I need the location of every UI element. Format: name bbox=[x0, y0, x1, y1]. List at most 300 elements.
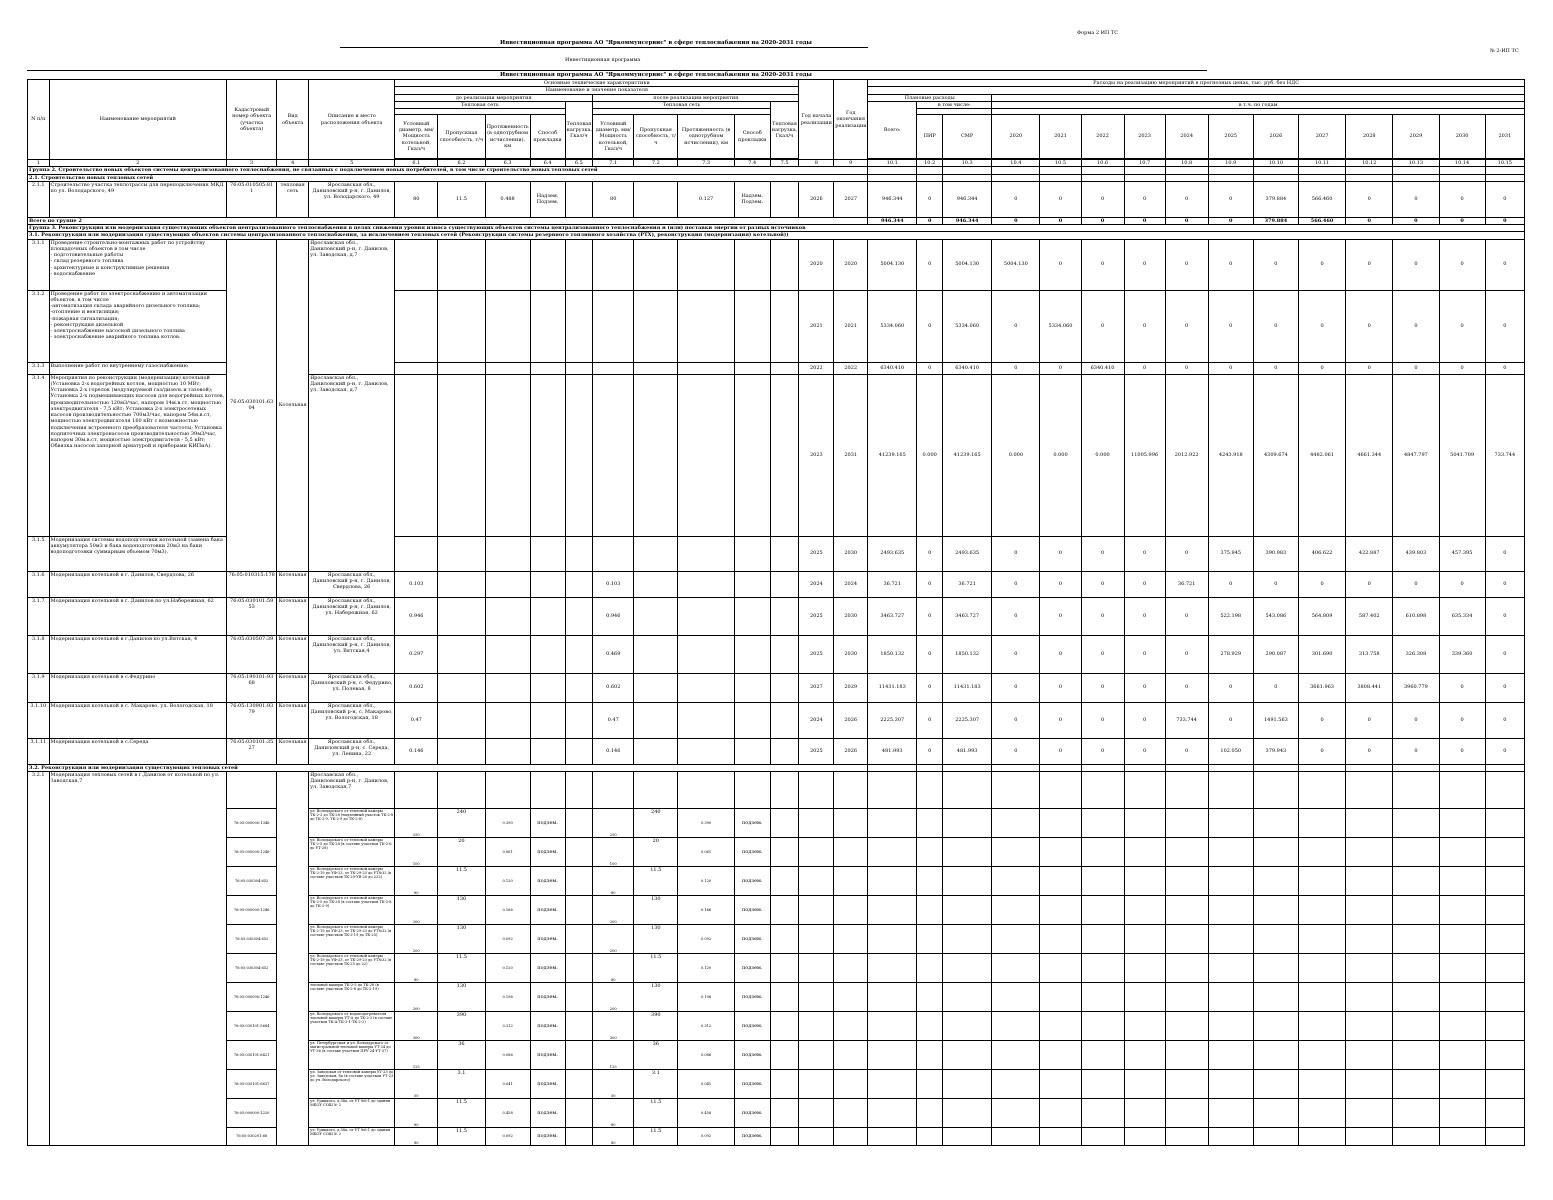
row-place: Ярославская обл., Даниловский р-н, г. Данилов, ул. Заводская, д.7 bbox=[309, 239, 395, 374]
empty-cell bbox=[734, 536, 770, 571]
after-method: подзем. bbox=[734, 953, 770, 982]
empty-cell bbox=[943, 1011, 992, 1040]
empty-cell bbox=[1485, 837, 1524, 866]
empty-cell bbox=[1298, 808, 1345, 837]
year-value: 0 bbox=[1253, 239, 1298, 290]
empty-cell bbox=[634, 362, 678, 374]
empty-cell bbox=[634, 673, 678, 702]
empty-cell bbox=[565, 895, 593, 924]
doc-title: Инвестиционная программа АО "Яркоммунсервис" в сфере теплоснабжения на 2020-2031 годы bbox=[500, 40, 812, 46]
empty-cell bbox=[1040, 1011, 1081, 1040]
empty-cell bbox=[992, 953, 1040, 982]
year-value: 0 bbox=[1485, 362, 1524, 374]
year-value: 301.690 bbox=[1298, 635, 1345, 673]
empty-cell bbox=[943, 895, 992, 924]
row-cad: 76:05:190101:93 68 bbox=[227, 673, 277, 702]
before-diam: 300 bbox=[395, 1011, 438, 1040]
before-method: подзем. bbox=[530, 953, 565, 982]
empty-cell bbox=[734, 738, 770, 764]
year-value: 0 bbox=[1165, 239, 1208, 290]
year-value: 0 bbox=[1298, 738, 1345, 764]
col-before: до реализации мероприятия bbox=[395, 94, 593, 101]
row-cad: 76:05:030304:652 bbox=[227, 953, 277, 982]
row-number: 3.1.3 bbox=[28, 362, 50, 374]
row-number: 3.1.10 bbox=[28, 702, 50, 738]
empty-cell bbox=[438, 571, 485, 597]
empty-cell bbox=[770, 362, 799, 374]
after-method: подзем. bbox=[734, 1011, 770, 1040]
before-length: 0.488 bbox=[485, 181, 530, 217]
year-value: 0 bbox=[1208, 239, 1253, 290]
year-value: 0 bbox=[1346, 290, 1393, 362]
empty-cell bbox=[634, 635, 678, 673]
empty-cell bbox=[565, 635, 593, 673]
year-value: 0.000 bbox=[992, 374, 1040, 536]
empty-cell bbox=[917, 771, 943, 808]
year-value: 0 bbox=[1439, 181, 1485, 217]
empty-cell bbox=[1208, 764, 1253, 771]
col-length: Протяженность (в однотрубном исчислении), км bbox=[485, 115, 530, 159]
empty-cell bbox=[917, 808, 943, 837]
empty-cell bbox=[834, 1011, 868, 1040]
row-number: 3.2.1 bbox=[28, 771, 50, 1145]
empty-cell bbox=[1040, 771, 1081, 808]
empty-cell bbox=[1346, 924, 1393, 953]
row-name: Модернизация котельной в г.Данилов по ул.Вятская, 4 bbox=[49, 635, 226, 673]
year-value: 0 bbox=[1208, 290, 1253, 362]
row-cad: 76:05:030201:68 bbox=[227, 1127, 277, 1145]
empty-cell bbox=[868, 764, 917, 771]
row-cad: 76:05:030101:63 04 bbox=[227, 239, 277, 571]
empty-cell bbox=[678, 771, 734, 808]
total-cost: 1850.132 bbox=[868, 635, 917, 673]
network-row bbox=[28, 1011, 1525, 1040]
empty-cell bbox=[917, 895, 943, 924]
empty-cell bbox=[799, 1069, 834, 1098]
row-place: Ярославская обл., Даниловский р-н, г. Данилов, ул. Заводская, д.7 bbox=[309, 374, 395, 571]
year-value: 4482.061 bbox=[1298, 374, 1345, 536]
empty-cell bbox=[834, 1040, 868, 1069]
before-capacity: 390 bbox=[438, 1011, 485, 1040]
year-value: 0 bbox=[1081, 738, 1124, 764]
year-value: 0 bbox=[1124, 673, 1165, 702]
empty-cell bbox=[1298, 167, 1345, 174]
empty-cell bbox=[1040, 1127, 1081, 1145]
start-year: 2022 bbox=[799, 362, 834, 374]
group-row bbox=[28, 764, 1525, 771]
empty-cell bbox=[834, 982, 868, 1011]
after-length: 0.086 bbox=[678, 1040, 734, 1069]
year-value: 0 bbox=[1439, 239, 1485, 290]
end-year: 2026 bbox=[834, 702, 868, 738]
col-pir: ПИР bbox=[917, 115, 943, 159]
empty-cell bbox=[868, 953, 917, 982]
year-value: 0 bbox=[1124, 536, 1165, 571]
end-year: 2030 bbox=[834, 597, 868, 635]
row-cad: 76:05:030101:35 27 bbox=[227, 738, 277, 764]
col-number: 6.2 bbox=[438, 160, 485, 167]
empty-cell bbox=[1485, 1040, 1524, 1069]
start-year: 2025 bbox=[799, 635, 834, 673]
empty-cell bbox=[1124, 1127, 1165, 1145]
empty-cell bbox=[770, 982, 799, 1011]
year-value: 290.087 bbox=[1253, 635, 1298, 673]
row-number: 3.1.2 bbox=[28, 290, 50, 362]
empty-cell bbox=[1165, 1040, 1208, 1069]
empty-cell bbox=[634, 374, 678, 536]
col-number: 8 bbox=[799, 160, 834, 167]
empty-cell bbox=[485, 635, 530, 673]
empty-cell bbox=[868, 924, 917, 953]
empty-cell bbox=[799, 808, 834, 837]
before-diam: 200 bbox=[395, 924, 438, 953]
after-diam: 0.602 bbox=[593, 673, 634, 702]
empty-cell bbox=[799, 837, 834, 866]
empty-cell bbox=[678, 702, 734, 738]
empty-cell bbox=[770, 1011, 799, 1040]
empty-cell bbox=[678, 536, 734, 571]
col-number: 6.5 bbox=[565, 160, 593, 167]
before-diam: 0.47 bbox=[395, 702, 438, 738]
empty-cell bbox=[530, 571, 565, 597]
empty-cell bbox=[943, 982, 992, 1011]
empty-cell bbox=[634, 597, 678, 635]
empty-cell bbox=[770, 597, 799, 635]
empty-cell bbox=[1393, 1069, 1439, 1098]
row-place: ул. Володарского от тепловой камеры ТК-2-19 до УФ-23, от ТК-29-23 до УТ№32 (в составе участков ТК-2-19 до ТК-25) bbox=[309, 924, 395, 953]
divider bbox=[340, 47, 868, 48]
col-number: 7.1 bbox=[593, 160, 634, 167]
year-value: 0 bbox=[1165, 290, 1208, 362]
after-diam: 80 bbox=[593, 953, 634, 982]
row-cad: 76:05:030304:652 bbox=[227, 924, 277, 953]
after-diam: 0.469 bbox=[593, 635, 634, 673]
after-length: 0.092 bbox=[678, 1127, 734, 1145]
end-year: 2030 bbox=[834, 536, 868, 571]
smr-cost: 1850.132 bbox=[943, 635, 992, 673]
col-place: Описание и место расположения объекта bbox=[309, 80, 395, 160]
empty-cell bbox=[1081, 924, 1124, 953]
row-place: ул. Володарского от тепловой камеры ТК-2-19 до УФ-23, от ТК-29-23 до УТ№32 (в составе участков ТК-25 до 22) bbox=[309, 953, 395, 982]
row-place: ул. Петербургская и ул. Володарского от магистральной тепловой камеры УТ-24 до УТ-36 (в составе участков ПРУ-24-УТ-37) bbox=[309, 1040, 395, 1069]
empty-cell bbox=[565, 702, 593, 738]
row-cad: 76:05:000000:1220 bbox=[227, 1098, 277, 1127]
year-value: 733.744 bbox=[1485, 374, 1524, 536]
year-value: 0 bbox=[1485, 181, 1524, 217]
table-title: Инвестиционная программа АО "Яркоммунсервис" в сфере теплоснабжения на 2020-2031 годы bbox=[500, 72, 812, 78]
empty-cell bbox=[1165, 837, 1208, 866]
empty-cell bbox=[799, 1098, 834, 1127]
empty-cell bbox=[868, 837, 917, 866]
empty-cell bbox=[770, 738, 799, 764]
empty-cell bbox=[530, 290, 565, 362]
after-diam: 200 bbox=[593, 895, 634, 924]
empty-cell bbox=[1208, 1127, 1253, 1145]
empty-cell bbox=[1208, 174, 1253, 181]
total-cost: 2493.635 bbox=[868, 536, 917, 571]
empty-cell bbox=[1298, 895, 1345, 924]
after-length: 0.120 bbox=[678, 953, 734, 982]
empty-cell bbox=[1165, 764, 1208, 771]
empty-cell bbox=[992, 1098, 1040, 1127]
year-value: 0 bbox=[1040, 597, 1081, 635]
empty-cell bbox=[992, 982, 1040, 1011]
empty-cell bbox=[1208, 837, 1253, 866]
before-length: 0.041 bbox=[485, 1069, 530, 1098]
row-place: ул. Володарского от тепловой камеры ТК-2-5 до ТК-28 (в составе участков ТК-2-8 до ТК-2-9) bbox=[309, 895, 395, 924]
year-value: 0 bbox=[1253, 673, 1298, 702]
year-value: 0 bbox=[1124, 571, 1165, 597]
row-place: Ярославская обл., Даниловский р-н, г. Данилов, Свердлова, 26 bbox=[309, 571, 395, 597]
empty-cell bbox=[770, 239, 799, 290]
year-value: 0 bbox=[1298, 290, 1345, 362]
empty-cell bbox=[992, 1040, 1040, 1069]
empty-cell bbox=[770, 374, 799, 536]
empty-cell bbox=[565, 1069, 593, 1098]
empty-cell bbox=[917, 924, 943, 953]
year-value: 0 bbox=[1208, 217, 1253, 224]
empty-cell bbox=[395, 362, 438, 374]
after-capacity: 11.5 bbox=[634, 1098, 678, 1127]
empty-cell bbox=[1124, 953, 1165, 982]
start-year: 2020 bbox=[799, 239, 834, 290]
after-length: 0.061 bbox=[678, 837, 734, 866]
before-method: Надзем. Подзем. bbox=[530, 181, 565, 217]
divider bbox=[27, 70, 1207, 71]
empty-cell bbox=[1040, 982, 1081, 1011]
group-total-label: Всего по группе 2 bbox=[28, 217, 868, 224]
empty-cell bbox=[917, 1011, 943, 1040]
empty-cell bbox=[1393, 1098, 1439, 1127]
year-value: 439.803 bbox=[1393, 536, 1439, 571]
end-year: 2024 bbox=[834, 571, 868, 597]
year-value: 0 bbox=[1040, 181, 1081, 217]
empty-cell bbox=[1485, 167, 1524, 174]
smr-cost: 41239.165 bbox=[943, 374, 992, 536]
empty-cell bbox=[1208, 1011, 1253, 1040]
row-name: Модернизация котельной в с.Федурино bbox=[49, 673, 226, 702]
empty-cell bbox=[943, 1040, 992, 1069]
pir-cost: 0 bbox=[917, 702, 943, 738]
empty-cell bbox=[834, 808, 868, 837]
year-value: 375.945 bbox=[1208, 536, 1253, 571]
after-diam: 80 bbox=[593, 866, 634, 895]
smr-cost: 5004.130 bbox=[943, 239, 992, 290]
after-capacity: 36 bbox=[634, 1040, 678, 1069]
empty-cell bbox=[530, 536, 565, 571]
col-number: 4 bbox=[277, 160, 309, 167]
before-capacity: 11.5 bbox=[438, 181, 485, 217]
empty-cell bbox=[1081, 837, 1124, 866]
after-capacity: 240 bbox=[634, 808, 678, 837]
empty-cell bbox=[1081, 866, 1124, 895]
col-smr: СМР bbox=[943, 115, 992, 159]
empty-cell bbox=[943, 924, 992, 953]
empty-cell bbox=[992, 94, 1525, 101]
col-number: 7.4 bbox=[734, 160, 770, 167]
empty-cell bbox=[1485, 771, 1524, 808]
empty-cell bbox=[1346, 1069, 1393, 1098]
col-total: Всего: bbox=[868, 101, 917, 158]
empty-cell bbox=[1253, 167, 1298, 174]
header-row bbox=[28, 80, 1525, 87]
empty-cell bbox=[1040, 924, 1081, 953]
empty-cell bbox=[1393, 808, 1439, 837]
row-cad: 76:05:000000:1246 bbox=[227, 895, 277, 924]
empty-cell bbox=[868, 87, 1525, 94]
year-value: 733.744 bbox=[1165, 702, 1208, 738]
empty-cell bbox=[799, 1040, 834, 1069]
empty-cell bbox=[1040, 174, 1081, 181]
year-value: 0 bbox=[1124, 597, 1165, 635]
year-value: 102.050 bbox=[1208, 738, 1253, 764]
row-place: Ярославская обл., Даниловский р-н, с. Середа, ул. Ленина, 22 bbox=[309, 738, 395, 764]
year-value: 0 bbox=[1439, 217, 1485, 224]
col-load: Тепловая нагрузка, Гкал/ч bbox=[565, 101, 593, 158]
empty-cell bbox=[565, 536, 593, 571]
year-value: 0 bbox=[1124, 290, 1165, 362]
after-diam: 125 bbox=[593, 1040, 634, 1069]
empty-cell bbox=[1298, 837, 1345, 866]
empty-cell bbox=[1393, 866, 1439, 895]
before-capacity: 130 bbox=[438, 982, 485, 1011]
after-method: подзем. bbox=[734, 924, 770, 953]
year-value: 0 bbox=[1393, 239, 1439, 290]
empty-cell bbox=[770, 702, 799, 738]
year-value: 0 bbox=[1393, 362, 1439, 374]
empty-cell bbox=[770, 571, 799, 597]
year-value: 0 bbox=[1485, 536, 1524, 571]
col-number: 10.14 bbox=[1439, 160, 1485, 167]
total-cost: 5004.130 bbox=[868, 239, 917, 290]
row-cad: 76:05:010505:81 1 bbox=[227, 181, 277, 217]
empty-cell bbox=[1124, 771, 1165, 808]
empty-cell bbox=[485, 290, 530, 362]
row-name: Модернизация системы водоподготовки котельной (замена бака аккумулятора 50м3 и бака водоподготовки 20м3 на баки водоподготовки суммарным объемом 70м3). bbox=[49, 536, 226, 571]
year-value: 0 bbox=[1208, 362, 1253, 374]
empty-cell bbox=[1208, 1098, 1253, 1127]
empty-cell bbox=[868, 866, 917, 895]
year-value: 566.460 bbox=[1298, 217, 1345, 224]
year-value: 522.198 bbox=[1208, 597, 1253, 635]
empty-cell bbox=[678, 635, 734, 673]
row-type: Котельная bbox=[277, 738, 309, 764]
year-value: 0 bbox=[992, 702, 1040, 738]
empty-cell bbox=[395, 290, 438, 362]
empty-cell bbox=[485, 362, 530, 374]
empty-cell bbox=[565, 181, 593, 217]
before-diam: 0.146 bbox=[395, 738, 438, 764]
year-value: 0 bbox=[1253, 362, 1298, 374]
empty-cell bbox=[734, 597, 770, 635]
col-number: 10.1 bbox=[868, 160, 917, 167]
smr-cost: 6340.410 bbox=[943, 362, 992, 374]
year-value: 0 bbox=[1485, 571, 1524, 597]
empty-cell bbox=[992, 895, 1040, 924]
year-value: 0 bbox=[1081, 217, 1124, 224]
empty-cell bbox=[1124, 924, 1165, 953]
empty-cell bbox=[834, 1098, 868, 1127]
after-capacity: 11.5 bbox=[634, 953, 678, 982]
group-title: 2.1. Строительство новых тепловых сетей bbox=[28, 174, 868, 181]
col-number: 10.4 bbox=[992, 160, 1040, 167]
empty-cell bbox=[565, 982, 593, 1011]
col-number: 10.8 bbox=[1165, 160, 1208, 167]
after-method: подзем. bbox=[734, 1127, 770, 1145]
empty-cell bbox=[1124, 895, 1165, 924]
end-year: 2021 bbox=[834, 290, 868, 362]
year-value: 4661.344 bbox=[1346, 374, 1393, 536]
empty-cell bbox=[943, 174, 992, 181]
empty-cell bbox=[1346, 866, 1393, 895]
year-value: 0 bbox=[1124, 217, 1165, 224]
group-title: Группа 3. Реконструкция или модернизация существующих объектов централизованного теплоснабжения в целях снижения уровня износа существующих объектов системы централизованного теплоснабжения и (или) поставки энергии от разных источников bbox=[28, 225, 1525, 232]
empty-cell bbox=[1165, 982, 1208, 1011]
before-capacity: 11.5 bbox=[438, 953, 485, 982]
before-capacity: 11.5 bbox=[438, 1098, 485, 1127]
year-value: 0 bbox=[1439, 702, 1485, 738]
empty-cell bbox=[1253, 953, 1298, 982]
empty-cell bbox=[917, 167, 943, 174]
empty-cell bbox=[917, 837, 943, 866]
after-capacity: 130 bbox=[634, 982, 678, 1011]
table-row bbox=[28, 635, 1525, 673]
year-value: 0 bbox=[1081, 597, 1124, 635]
year-value: 326.308 bbox=[1393, 635, 1439, 673]
empty-cell bbox=[1081, 167, 1124, 174]
empty-cell bbox=[1439, 924, 1485, 953]
empty-cell bbox=[1253, 895, 1298, 924]
after-length: 0.041 bbox=[678, 1069, 734, 1098]
empty-cell bbox=[734, 239, 770, 290]
col-n: N п/п bbox=[28, 80, 50, 160]
empty-cell bbox=[438, 239, 485, 290]
empty-cell bbox=[1298, 1098, 1345, 1127]
empty-cell bbox=[1298, 982, 1345, 1011]
year-value: 0 bbox=[1081, 239, 1124, 290]
empty-cell bbox=[530, 635, 565, 673]
row-type: Котельная bbox=[277, 571, 309, 597]
smr-cost: 481.993 bbox=[943, 738, 992, 764]
empty-cell bbox=[834, 1127, 868, 1145]
year-value: 0 bbox=[1346, 738, 1393, 764]
row-name: Модернизация котельной в г. Данилов по ул.Набережная, 62 bbox=[49, 597, 226, 635]
col-start: Год начала реализации bbox=[799, 80, 834, 160]
row-number: 3.1.11 bbox=[28, 738, 50, 764]
group-row bbox=[28, 167, 1525, 174]
row-place: Ярославская обл., Даниловский р-н, г. Данилов, ул. Вятская,4 bbox=[309, 635, 395, 673]
empty-cell bbox=[530, 673, 565, 702]
year-value: 0 bbox=[1124, 635, 1165, 673]
empty-cell bbox=[485, 536, 530, 571]
col-load: Тепловая нагрузка, Гкал/ч bbox=[770, 101, 799, 158]
network-row bbox=[28, 808, 1525, 837]
col-incl-years: в т.ч. по годам bbox=[992, 101, 1525, 108]
after-method: подзем. bbox=[734, 1098, 770, 1127]
empty-cell bbox=[799, 1011, 834, 1040]
network-row bbox=[28, 1040, 1525, 1069]
row-type: тепловая сеть bbox=[277, 181, 309, 217]
empty-cell bbox=[1439, 982, 1485, 1011]
before-length: 0.120 bbox=[485, 866, 530, 895]
before-capacity: 11.5 bbox=[438, 866, 485, 895]
empty-cell bbox=[565, 597, 593, 635]
before-diam: 250 bbox=[395, 808, 438, 837]
col-year: 2022 bbox=[1081, 115, 1124, 159]
col-number: 10.12 bbox=[1346, 160, 1393, 167]
before-length: 0.120 bbox=[485, 953, 530, 982]
empty-cell bbox=[1298, 1127, 1345, 1145]
